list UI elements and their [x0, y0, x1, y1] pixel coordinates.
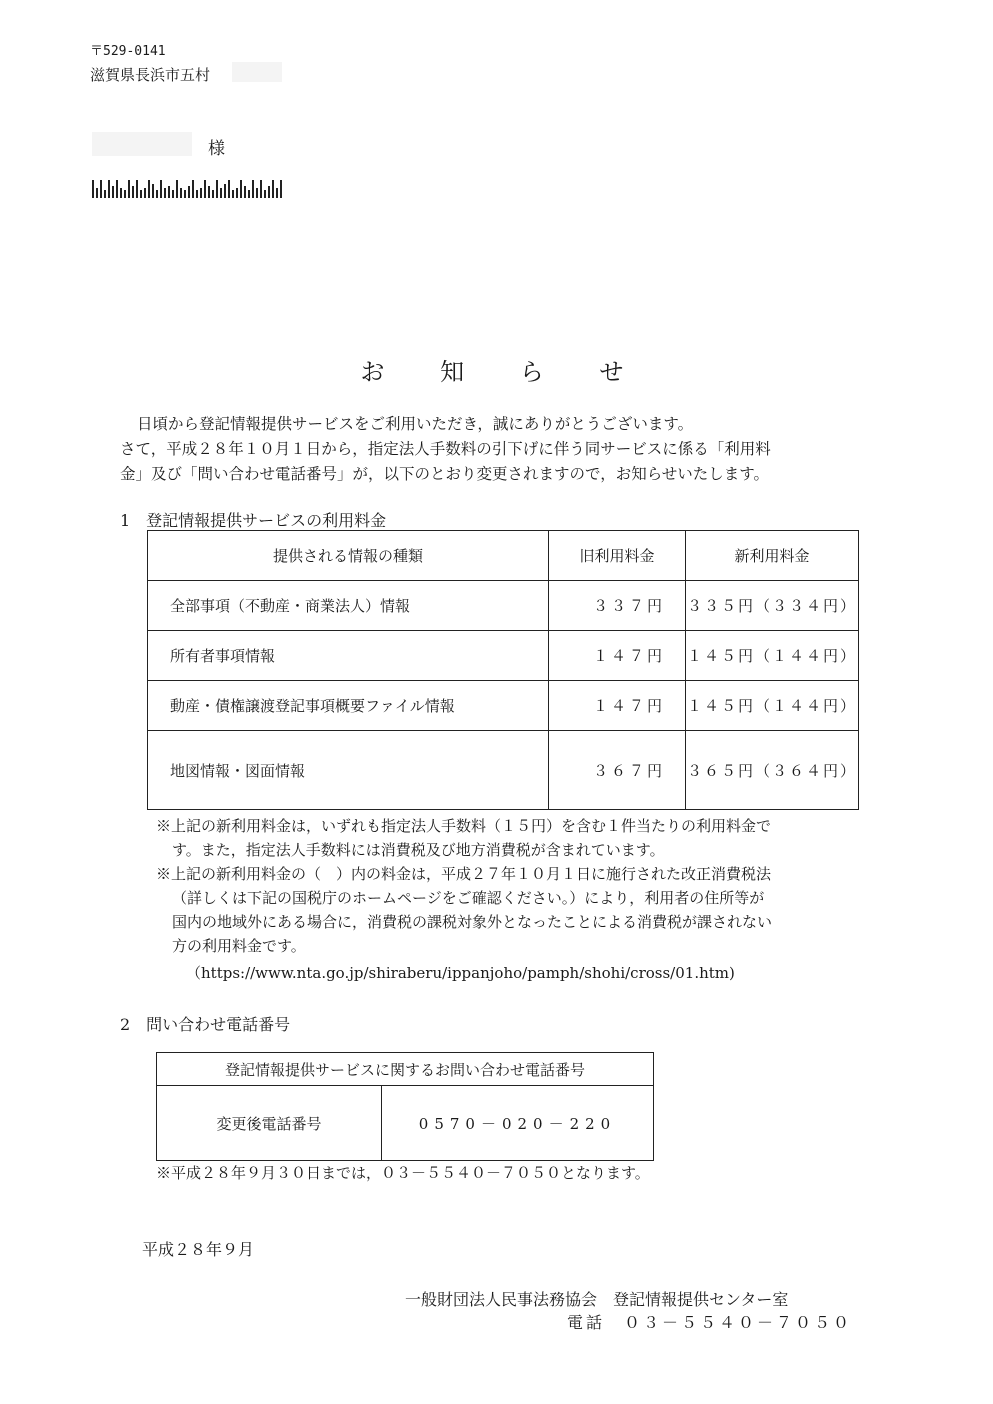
barcode-bar: [228, 180, 230, 198]
fee-note-line: （詳しくは下記の国税庁のホームページをご確認ください。）により，利用者の住所等が: [172, 889, 765, 907]
barcode-bar: [168, 186, 170, 198]
section-1-heading: 1 登記情報提供サービスの利用料金: [120, 511, 387, 530]
barcode-bar: [124, 190, 126, 198]
old-fee-cell: １４７円: [549, 681, 686, 731]
barcode-bar: [280, 180, 282, 198]
barcode-bar: [252, 180, 254, 198]
table-row: [148, 581, 859, 631]
header-new-fee: 新利用料金: [686, 531, 859, 581]
old-fee-cell: １４７円: [549, 631, 686, 681]
fee-note-line: す。また，指定法人手数料には消費税及び地方消費税が含まれています。: [172, 841, 665, 859]
barcode-bar: [208, 186, 210, 198]
nta-url: （https://www.nta.go.jp/shiraberu/ippanjoho/pamph/shohi/cross/01.htm): [186, 964, 735, 982]
barcode-bar: [132, 186, 134, 198]
header-old-fee: 旧利用料金: [549, 531, 686, 581]
barcode-bar: [224, 184, 226, 198]
barcode-bar: [136, 180, 138, 198]
intro-line-2: さて，平成２８年１０月１日から，指定法人手数料の引下げに伴う同サービスに係る「利用料: [120, 440, 771, 458]
barcode-bar: [148, 180, 150, 198]
new-fee-cell: ３６５円（３６４円）: [686, 731, 859, 810]
barcode-bar: [180, 188, 182, 198]
old-phone-note: ※平成２８年９月３０日までは，０３－５５４０－７０５０となります。: [156, 1164, 650, 1182]
barcode-bar: [272, 180, 274, 198]
fee-note-line: 方の利用料金です。: [172, 937, 306, 955]
redacted-address-detail: [232, 62, 282, 82]
barcode-bar: [232, 190, 234, 198]
table-row: [148, 681, 859, 731]
barcode-bar: [196, 190, 198, 198]
section-2-heading: 2 問い合わせ電話番号: [120, 1015, 291, 1034]
fee-note-line: ※上記の新利用料金の（ ）内の料金は，平成２７年１０月１日に施行された改正消費税法: [156, 865, 772, 883]
barcode-bar: [140, 190, 142, 198]
recipient-address: 滋賀県長浜市五村: [90, 66, 211, 84]
barcode-bar: [276, 188, 278, 198]
barcode-bar: [116, 180, 118, 198]
fee-table: [147, 530, 859, 810]
honorific: 様: [208, 139, 225, 159]
barcode-bar: [156, 190, 158, 198]
old-fee-cell: ３６７円: [549, 731, 686, 810]
barcode-bar: [176, 180, 178, 198]
new-fee-cell: ３３５円（３３４円）: [686, 581, 859, 631]
barcode-bar: [152, 184, 154, 198]
barcode-bar: [92, 180, 94, 198]
intro-line-1: 日頃から登記情報提供サービスをご利用いただき，誠にありがとうございます。: [137, 415, 694, 433]
new-fee-cell: １４５円（１４４円）: [686, 681, 859, 731]
barcode-bar: [172, 190, 174, 198]
notice-title: お 知 ら せ: [360, 358, 648, 386]
barcode-bar: [256, 188, 258, 198]
customer-barcode: [92, 178, 282, 198]
intro-line-3: 金」及び「問い合わせ電話番号」が，以下のとおり変更されますので，お知らせいたします。: [120, 465, 769, 483]
new-phone-number: 0570－020－220: [382, 1086, 654, 1161]
info-type-cell: 全部事項（不動産・商業法人）情報: [148, 581, 549, 631]
fee-note-line: ※上記の新利用料金は，いずれも指定法人手数料（１５円）を含む１件当たりの利用料金で: [156, 817, 772, 835]
table-row: [148, 731, 859, 810]
barcode-bar: [188, 186, 190, 198]
old-fee-cell: ３３７円: [549, 581, 686, 631]
barcode-bar: [220, 188, 222, 198]
barcode-bar: [216, 180, 218, 198]
phone-table-title: 登記情報提供サービスに関するお問い合わせ電話番号: [157, 1053, 654, 1086]
phone-table: [156, 1052, 654, 1161]
barcode-bar: [236, 188, 238, 198]
barcode-bar: [260, 180, 262, 198]
barcode-bar: [164, 188, 166, 198]
barcode-bar: [120, 188, 122, 198]
barcode-bar: [104, 190, 106, 198]
sender-phone: 電話 ０３－５５４０－７０５０: [567, 1313, 853, 1332]
barcode-bar: [212, 190, 214, 198]
info-type-cell: 地図情報・図面情報: [148, 731, 549, 810]
postal-code: 〒529-0141: [90, 44, 166, 59]
fee-table-header: [148, 531, 859, 581]
sender-organization: 一般財団法人民事法務協会 登記情報提供センター室: [405, 1290, 789, 1309]
redacted-recipient-name: [92, 132, 192, 156]
barcode-bar: [240, 180, 242, 198]
barcode-bar: [100, 180, 102, 198]
issue-date: 平成２８年９月: [142, 1240, 255, 1259]
barcode-bar: [184, 190, 186, 198]
barcode-bar: [160, 180, 162, 198]
barcode-bar: [108, 180, 110, 198]
barcode-bar: [192, 180, 194, 198]
barcode-bar: [144, 188, 146, 198]
table-row: [148, 631, 859, 681]
info-type-cell: 所有者事項情報: [148, 631, 549, 681]
barcode-bar: [96, 188, 98, 198]
barcode-bar: [128, 180, 130, 198]
barcode-bar: [264, 190, 266, 198]
phone-table-row: [157, 1086, 654, 1161]
new-phone-label: 変更後電話番号: [157, 1086, 382, 1161]
barcode-bar: [112, 186, 114, 198]
barcode-bar: [268, 186, 270, 198]
barcode-bar: [204, 180, 206, 198]
barcode-bar: [200, 188, 202, 198]
barcode-bar: [244, 186, 246, 198]
new-fee-cell: １４５円（１４４円）: [686, 631, 859, 681]
fee-note-line: 国内の地域外にある場合に，消費税の課税対象外となったことによる消費税が課されない: [172, 913, 773, 931]
barcode-bar: [248, 190, 250, 198]
info-type-cell: 動産・債権譲渡登記事項概要ファイル情報: [148, 681, 549, 731]
header-info-type: 提供される情報の種類: [148, 531, 549, 581]
phone-table-title-row: [157, 1053, 654, 1086]
